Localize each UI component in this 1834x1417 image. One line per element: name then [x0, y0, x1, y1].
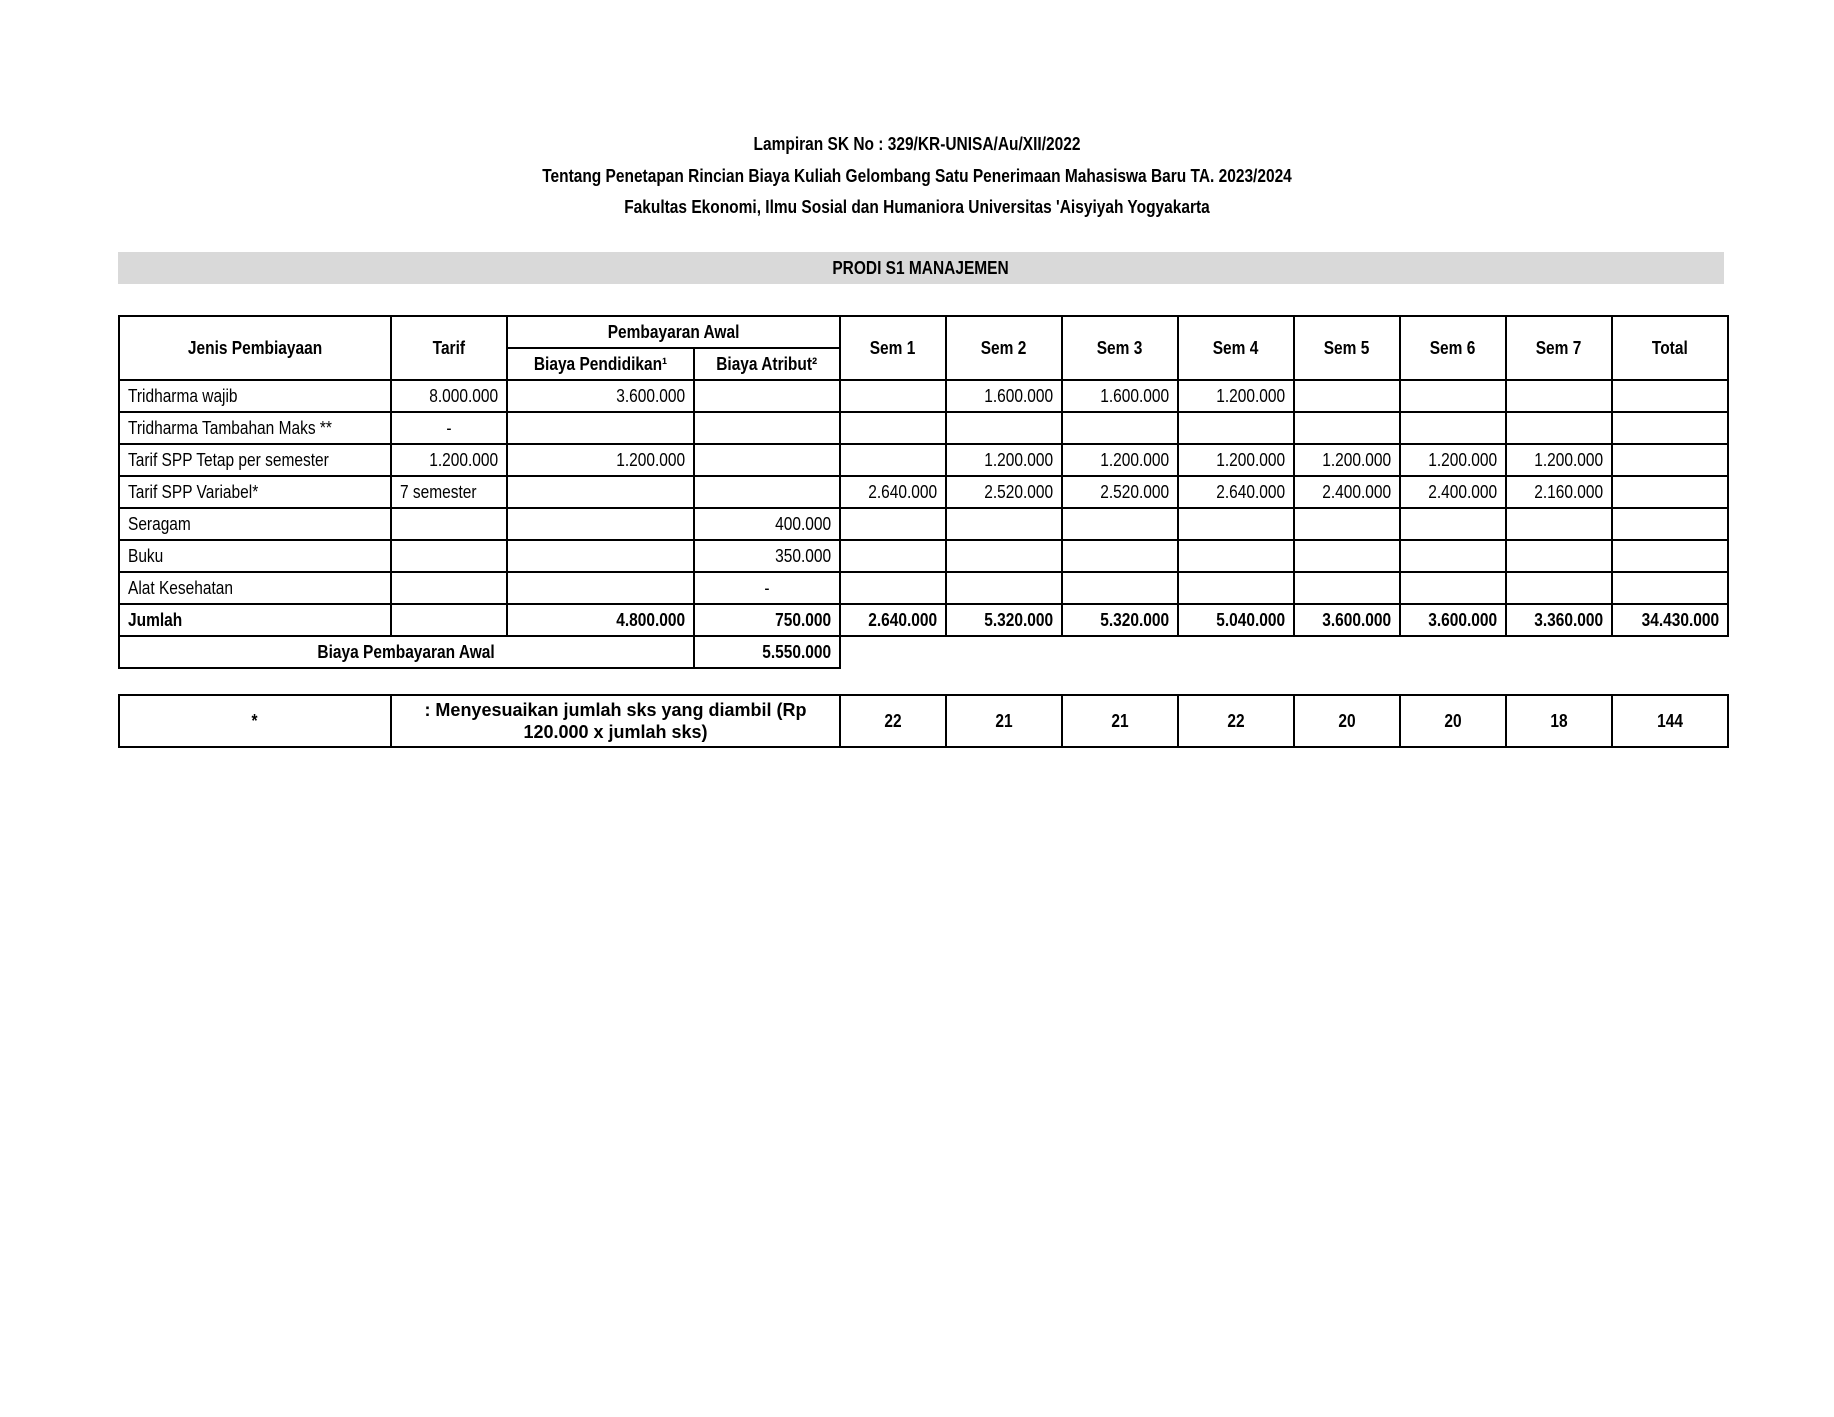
- cell-sem1: [840, 540, 946, 572]
- table-row: [119, 412, 1728, 444]
- cell-sem2: [946, 540, 1062, 572]
- cell-total: [1612, 444, 1728, 476]
- cell-sem6: [1400, 412, 1506, 444]
- cell-tarif: -: [391, 412, 507, 444]
- sks-note: : Menyesuaikan jumlah sks yang diambil (Rp 120.000 x jumlah sks): [391, 695, 840, 747]
- cell-sem4: [1178, 540, 1294, 572]
- sks-marker: *: [119, 695, 391, 747]
- cell-sem7: [1506, 572, 1612, 604]
- col-header-biaya-atribut: Biaya Atribut²: [694, 348, 840, 380]
- cell-jumlah-sem7: 3.360.000: [1506, 604, 1612, 636]
- cell-sem6: 1.200.000: [1400, 444, 1506, 476]
- table-row: [119, 572, 1728, 604]
- cell-jumlah-label: Jumlah: [119, 604, 391, 636]
- cell-jenis: Tridharma wajib: [119, 380, 391, 412]
- cell-pendidikan: 3.600.000: [507, 380, 694, 412]
- cell-pembayaran-awal-label: Biaya Pembayaran Awal: [119, 636, 694, 668]
- col-header-sem1: Sem 1: [840, 316, 946, 380]
- cell-sem5: 1.200.000: [1294, 444, 1400, 476]
- cell-total: [1612, 572, 1728, 604]
- sks-sem5: 20: [1294, 695, 1400, 747]
- cell-atribut: 350.000: [694, 540, 840, 572]
- cell-sem3: 1.200.000: [1062, 444, 1178, 476]
- cell-jumlah-sem4: 5.040.000: [1178, 604, 1294, 636]
- cell-tarif: [391, 540, 507, 572]
- col-header-sem7: Sem 7: [1506, 316, 1612, 380]
- cell-sem4: [1178, 508, 1294, 540]
- sks-table: [118, 694, 1729, 748]
- col-header-sem5: Sem 5: [1294, 316, 1400, 380]
- cell-tarif: 8.000.000: [391, 380, 507, 412]
- cell-tarif: 1.200.000: [391, 444, 507, 476]
- cell-sem1: 2.640.000: [840, 476, 946, 508]
- cell-sem6: [1400, 572, 1506, 604]
- cell-sem1: [840, 572, 946, 604]
- cell-sem5: [1294, 540, 1400, 572]
- jumlah-row: [119, 604, 1728, 636]
- pembayaran-awal-row: [119, 636, 1728, 668]
- cell-sem3: [1062, 540, 1178, 572]
- col-header-sem2: Sem 2: [946, 316, 1062, 380]
- table-row: [119, 476, 1728, 508]
- col-header-sem3: Sem 3: [1062, 316, 1178, 380]
- prodi-band: [118, 252, 1724, 284]
- cell-sem7: 1.200.000: [1506, 444, 1612, 476]
- cell-sem1: [840, 380, 946, 412]
- cell-sem6: 2.400.000: [1400, 476, 1506, 508]
- cell-atribut: [694, 380, 840, 412]
- cell-sem4: 1.200.000: [1178, 380, 1294, 412]
- table-row: [119, 380, 1728, 412]
- table-row: [119, 444, 1728, 476]
- cell-sem1: [840, 412, 946, 444]
- sks-row: [119, 695, 1728, 747]
- col-header-pembayaran-awal: Pembayaran Awal: [507, 316, 840, 348]
- cell-sem7: 2.160.000: [1506, 476, 1612, 508]
- cell-atribut: [694, 476, 840, 508]
- col-header-total: Total: [1612, 316, 1728, 380]
- cell-sem7: [1506, 380, 1612, 412]
- cell-sem5: [1294, 508, 1400, 540]
- cell-jumlah-sem3: 5.320.000: [1062, 604, 1178, 636]
- cell-jenis: Tarif SPP Tetap per semester: [119, 444, 391, 476]
- sks-sem7: 18: [1506, 695, 1612, 747]
- sks-sem6: 20: [1400, 695, 1506, 747]
- col-header-jenis: Jenis Pembiayaan: [119, 316, 391, 380]
- prodi-title: PRODI S1 MANAJEMEN: [832, 257, 1010, 278]
- cell-sem3: [1062, 412, 1178, 444]
- sks-sem1: 22: [840, 695, 946, 747]
- cell-tarif: [391, 508, 507, 540]
- cell-total: [1612, 476, 1728, 508]
- cell-sem3: 2.520.000: [1062, 476, 1178, 508]
- cell-jumlah-sem2: 5.320.000: [946, 604, 1062, 636]
- cell-jumlah-pendidikan: 4.800.000: [507, 604, 694, 636]
- cell-jenis: Tarif SPP Variabel*: [119, 476, 391, 508]
- cell-jumlah-sem5: 3.600.000: [1294, 604, 1400, 636]
- cell-sem4: [1178, 412, 1294, 444]
- col-header-sem6: Sem 6: [1400, 316, 1506, 380]
- cell-atribut: [694, 444, 840, 476]
- col-header-biaya-pendidikan: Biaya Pendidikan¹: [507, 348, 694, 380]
- cell-jenis: Tridharma Tambahan Maks **: [119, 412, 391, 444]
- cell-pendidikan: [507, 476, 694, 508]
- cell-sem2: [946, 508, 1062, 540]
- cell-atribut: -: [694, 572, 840, 604]
- header-line-1: Lampiran SK No : 329/KR-UNISA/Au/XII/2022: [753, 134, 1081, 154]
- sks-sem2: 21: [946, 695, 1062, 747]
- cell-sem5: [1294, 572, 1400, 604]
- sks-sem4: 22: [1178, 695, 1294, 747]
- cell-sem5: 2.400.000: [1294, 476, 1400, 508]
- cell-sem5: [1294, 380, 1400, 412]
- cell-sem2: 2.520.000: [946, 476, 1062, 508]
- col-header-sem4: Sem 4: [1178, 316, 1294, 380]
- cell-tarif: [391, 572, 507, 604]
- cell-sem7: [1506, 508, 1612, 540]
- empty-space: [840, 636, 1728, 668]
- cell-tarif: 7 semester: [391, 476, 507, 508]
- cell-sem7: [1506, 540, 1612, 572]
- sks-sem3: 21: [1062, 695, 1178, 747]
- table-row: [119, 508, 1728, 540]
- col-header-tarif: Tarif: [391, 316, 507, 380]
- cell-sem2: [946, 412, 1062, 444]
- cell-jumlah-sem6: 3.600.000: [1400, 604, 1506, 636]
- cell-jenis: Buku: [119, 540, 391, 572]
- cell-atribut: [694, 412, 840, 444]
- cell-sem4: 2.640.000: [1178, 476, 1294, 508]
- cell-pendidikan: 1.200.000: [507, 444, 694, 476]
- cell-sem4: [1178, 572, 1294, 604]
- header-line-2: Tentang Penetapan Rincian Biaya Kuliah Gelombang Satu Penerimaan Mahasiswa Baru TA. 2023/2024: [542, 166, 1292, 186]
- cell-sem6: [1400, 380, 1506, 412]
- cell-jenis: Seragam: [119, 508, 391, 540]
- cell-sem2: 1.600.000: [946, 380, 1062, 412]
- header-row-1: [119, 316, 1728, 348]
- sks-total: 144: [1612, 695, 1728, 747]
- cell-total: [1612, 412, 1728, 444]
- cell-sem1: [840, 444, 946, 476]
- fee-table: [118, 315, 1729, 669]
- cell-pendidikan: [507, 508, 694, 540]
- cell-sem2: [946, 572, 1062, 604]
- cell-jumlah-atribut: 750.000: [694, 604, 840, 636]
- cell-sem3: [1062, 572, 1178, 604]
- cell-sem1: [840, 508, 946, 540]
- cell-pembayaran-awal-value: 5.550.000: [694, 636, 840, 668]
- cell-pendidikan: [507, 412, 694, 444]
- cell-jenis: Alat Kesehatan: [119, 572, 391, 604]
- header-line-3: Fakultas Ekonomi, Ilmu Sosial dan Humaniora Universitas 'Aisyiyah Yogyakarta: [624, 197, 1210, 217]
- cell-sem3: [1062, 508, 1178, 540]
- cell-sem5: [1294, 412, 1400, 444]
- cell-total: [1612, 380, 1728, 412]
- cell-pendidikan: [507, 572, 694, 604]
- cell-jumlah-tarif: [391, 604, 507, 636]
- cell-jumlah-total: 34.430.000: [1612, 604, 1728, 636]
- table-row: [119, 540, 1728, 572]
- cell-sem7: [1506, 412, 1612, 444]
- cell-total: [1612, 540, 1728, 572]
- cell-jumlah-sem1: 2.640.000: [840, 604, 946, 636]
- cell-sem6: [1400, 540, 1506, 572]
- cell-atribut: 400.000: [694, 508, 840, 540]
- cell-sem3: 1.600.000: [1062, 380, 1178, 412]
- cell-sem2: 1.200.000: [946, 444, 1062, 476]
- cell-sem6: [1400, 508, 1506, 540]
- cell-total: [1612, 508, 1728, 540]
- cell-sem4: 1.200.000: [1178, 444, 1294, 476]
- cell-pendidikan: [507, 540, 694, 572]
